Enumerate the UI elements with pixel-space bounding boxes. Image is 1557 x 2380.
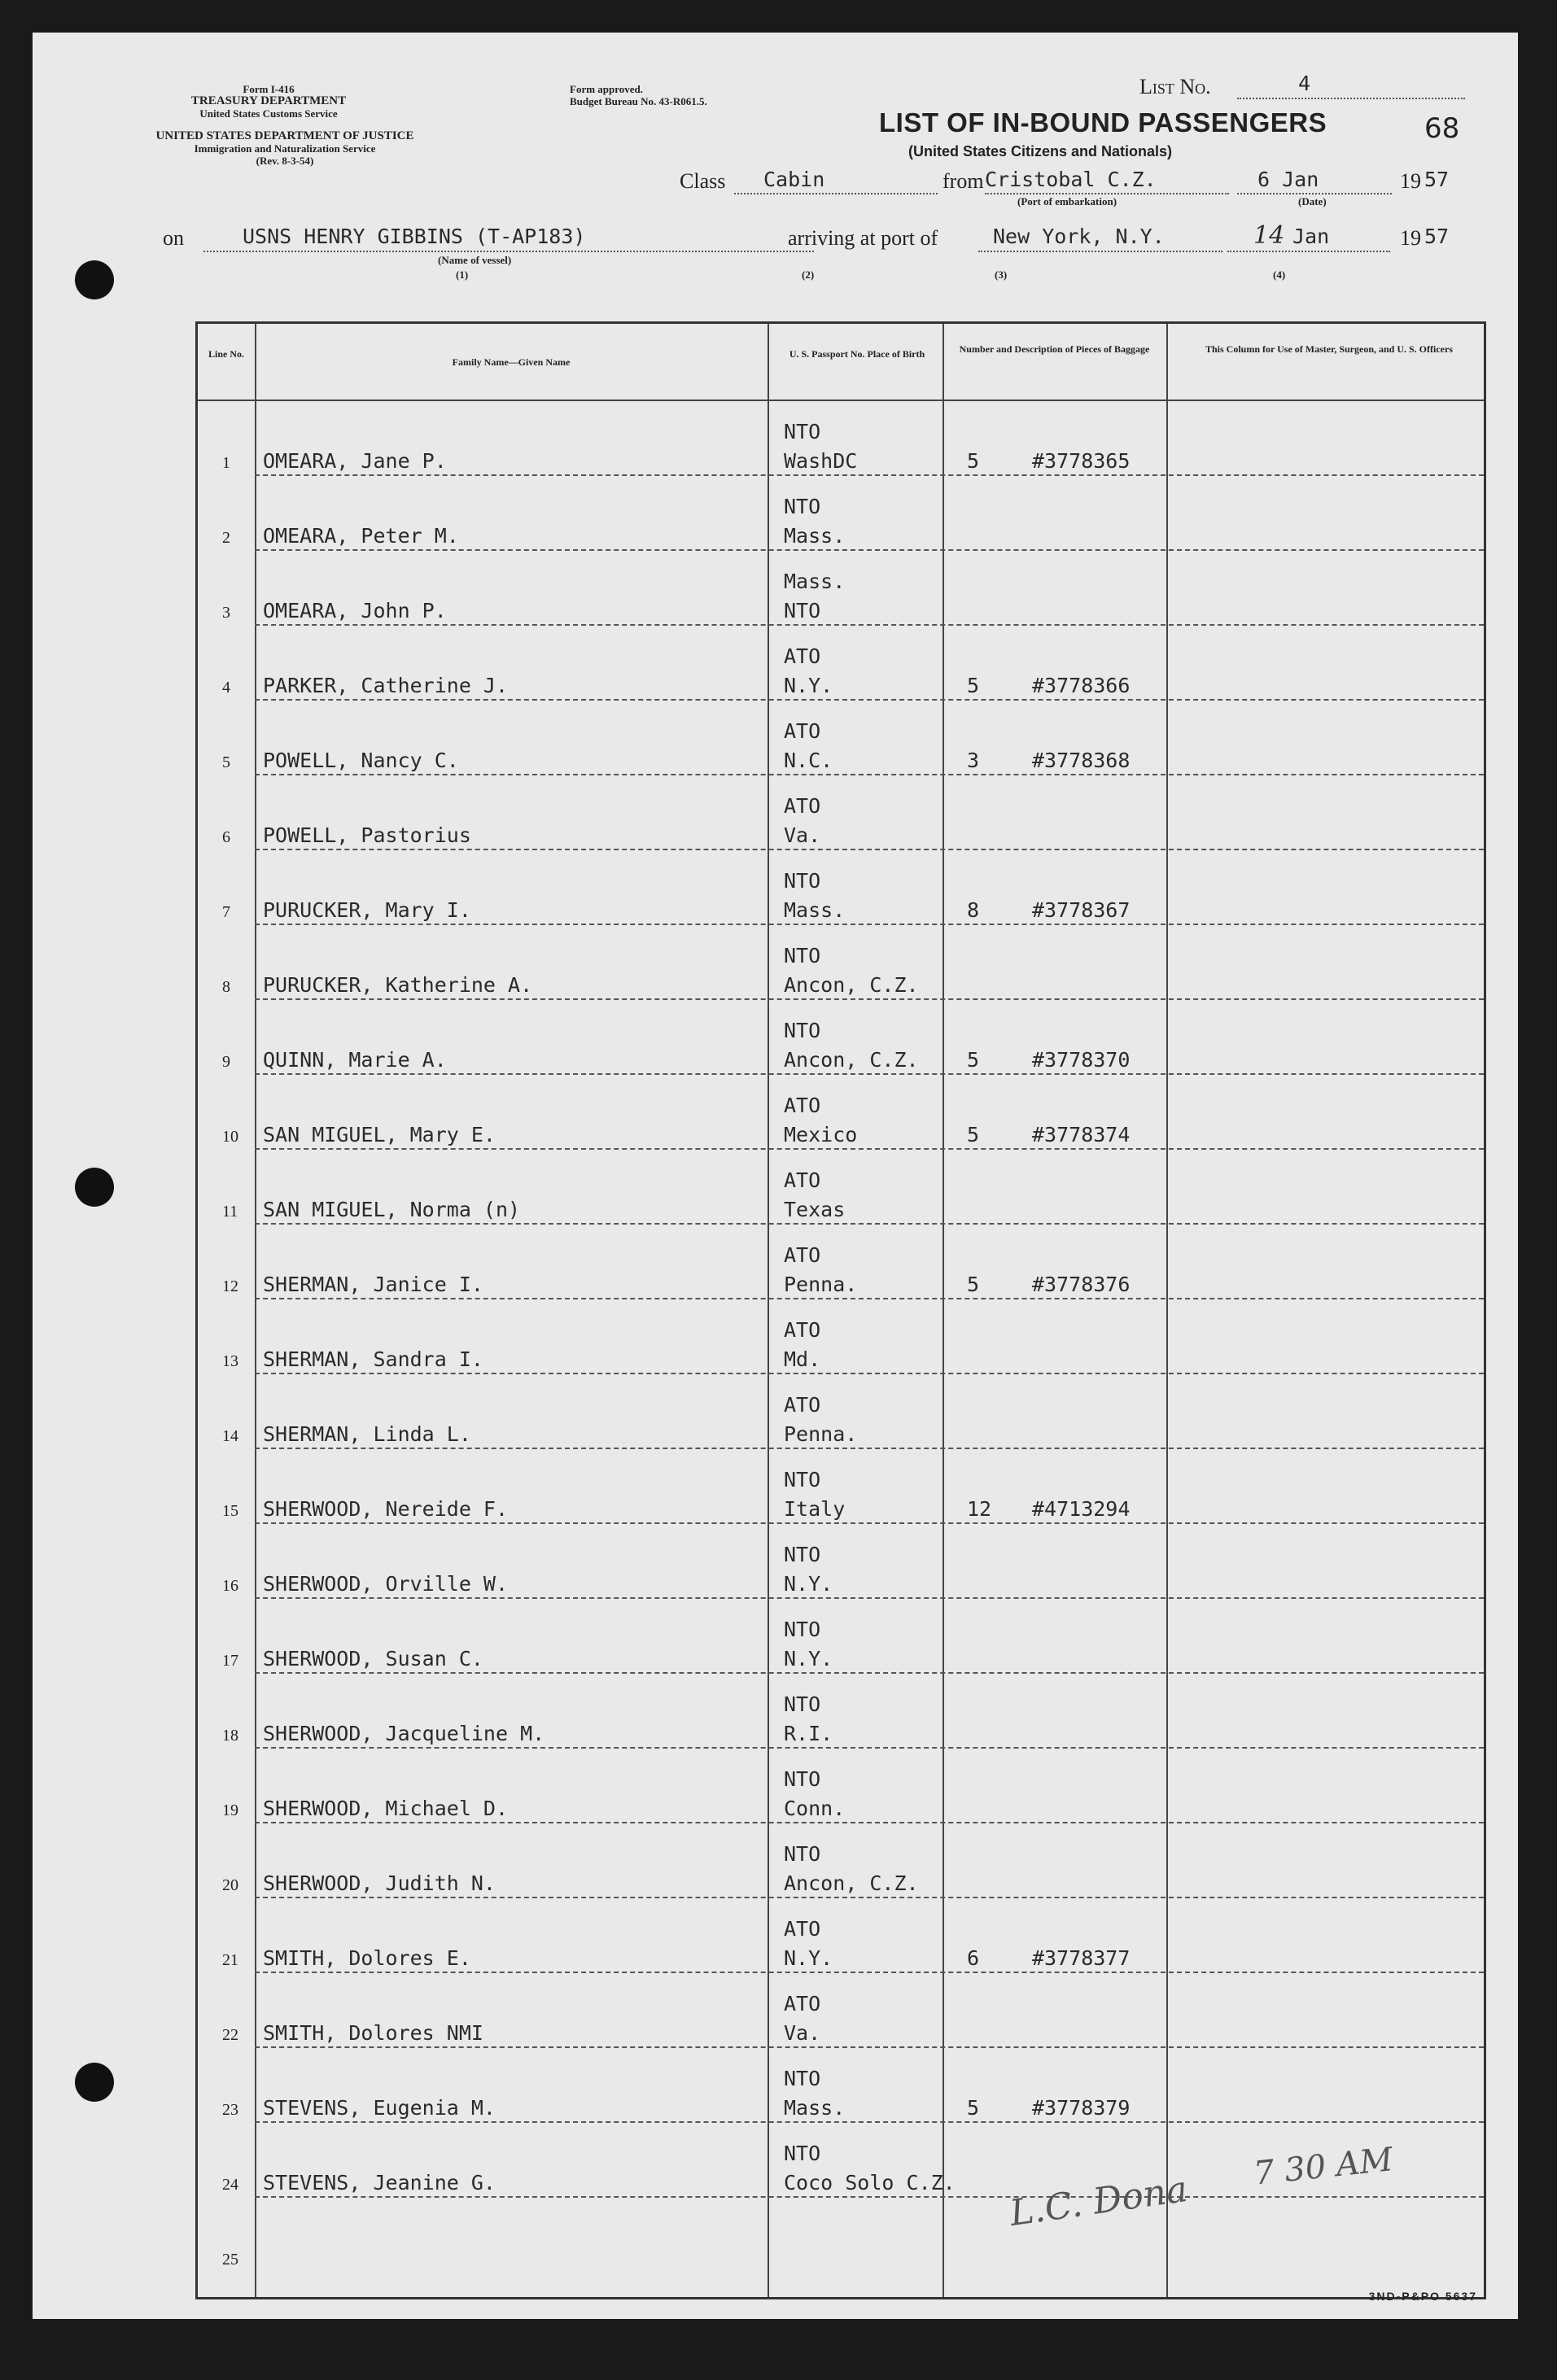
baggage-ticket: #3778367 bbox=[1032, 898, 1131, 922]
passenger-name: STEVENS, Jeanine G. bbox=[263, 2171, 496, 2194]
passport-status: ATO bbox=[784, 1393, 821, 1417]
table-row bbox=[198, 701, 1484, 775]
baggage-count: 5 bbox=[967, 2096, 980, 2120]
passport-status: ATO bbox=[784, 719, 821, 743]
passenger-name: PARKER, Catherine J. bbox=[263, 674, 509, 697]
table-row bbox=[198, 1075, 1484, 1150]
place-of-birth: N.Y. bbox=[784, 1572, 833, 1596]
baggage-ticket: #4713294 bbox=[1032, 1497, 1131, 1521]
passport-status: NTO bbox=[784, 869, 821, 893]
table-row bbox=[198, 775, 1484, 850]
place-of-birth: R.I. bbox=[784, 1722, 833, 1745]
place-of-birth: WashDC bbox=[784, 449, 858, 473]
line-number: 11 bbox=[222, 1203, 238, 1221]
line-number: 1 bbox=[222, 454, 230, 472]
line-number: 4 bbox=[222, 679, 230, 697]
table-row bbox=[198, 2048, 1484, 2123]
passport-status: NTO bbox=[784, 1767, 821, 1791]
passport-status: NTO bbox=[784, 2067, 821, 2090]
from-line bbox=[985, 193, 1229, 194]
list-no-value: 4 bbox=[1298, 72, 1311, 95]
table-row bbox=[198, 1150, 1484, 1225]
table-row bbox=[198, 401, 1484, 476]
place-of-birth: N.Y. bbox=[784, 1647, 833, 1670]
place-of-birth: Ancon, C.Z. bbox=[784, 973, 919, 997]
col-header-name: Family Name—Given Name bbox=[452, 356, 571, 368]
line-number: 13 bbox=[222, 1352, 238, 1370]
line-number: 14 bbox=[222, 1427, 238, 1445]
handwritten-signature: L.C. Dona bbox=[1007, 2168, 1191, 2235]
line-number: 15 bbox=[222, 1502, 238, 1520]
line-number: 8 bbox=[222, 978, 230, 996]
budget-bureau: Budget Bureau No. 43-R061.5. bbox=[570, 95, 707, 107]
passenger-name: PURUCKER, Katherine A. bbox=[263, 973, 533, 997]
baggage-count: 8 bbox=[967, 898, 980, 922]
place-of-birth: NTO bbox=[784, 599, 821, 622]
line-number: 23 bbox=[222, 2101, 238, 2119]
line-number: 2 bbox=[222, 529, 230, 547]
customs-service: United States Customs Service bbox=[199, 107, 338, 120]
passenger-name: SMITH, Dolores E. bbox=[263, 1946, 471, 1970]
baggage-ticket: #3778368 bbox=[1032, 749, 1131, 772]
year2-value: 57 bbox=[1424, 225, 1450, 248]
place-of-birth: Penna. bbox=[784, 1422, 858, 1446]
baggage-count: 5 bbox=[967, 449, 980, 473]
place-of-birth: Mexico bbox=[784, 1123, 858, 1146]
vessel-name: USNS HENRY GIBBINS (T-AP183) bbox=[243, 225, 586, 248]
date2-day: 14 bbox=[1253, 221, 1285, 250]
table-row bbox=[198, 1973, 1484, 2048]
line-number: 25 bbox=[222, 2251, 238, 2269]
line-number: 7 bbox=[222, 903, 230, 921]
form-sheet bbox=[33, 33, 1518, 2319]
baggage-ticket: #3778366 bbox=[1032, 674, 1131, 697]
col-header-line: Line No. bbox=[208, 348, 244, 360]
table-row bbox=[198, 1823, 1484, 1898]
from-label: from bbox=[943, 169, 984, 193]
table-row bbox=[198, 850, 1484, 925]
line-number: 5 bbox=[222, 753, 230, 771]
place-of-birth: Penna. bbox=[784, 1273, 858, 1296]
place-of-birth: N.C. bbox=[784, 749, 833, 772]
arriving-label: arriving at port of bbox=[788, 226, 938, 250]
class-value: Cabin bbox=[763, 168, 825, 191]
year2-prefix: 19 bbox=[1400, 226, 1421, 250]
table-row bbox=[198, 551, 1484, 626]
passport-status: NTO bbox=[784, 420, 821, 443]
passport-status: NTO bbox=[784, 1692, 821, 1716]
date1-line bbox=[1237, 193, 1392, 194]
passenger-name: SHERWOOD, Jacqueline M. bbox=[263, 1722, 545, 1745]
place-of-birth: Ancon, C.Z. bbox=[784, 1871, 919, 1895]
passport-status: ATO bbox=[784, 1318, 821, 1342]
footer-code: 3ND-P&PO 5637 bbox=[1368, 2290, 1477, 2303]
passenger-name: POWELL, Nancy C. bbox=[263, 749, 459, 772]
place-of-birth: N.Y. bbox=[784, 674, 833, 697]
date1-value: 6 Jan bbox=[1257, 168, 1319, 191]
passenger-name: OMEARA, John P. bbox=[263, 599, 447, 622]
table-row bbox=[198, 626, 1484, 701]
binder-hole bbox=[75, 1168, 114, 1207]
baggage-count: 6 bbox=[967, 1946, 980, 1970]
place-of-birth: Va. bbox=[784, 2021, 821, 2045]
passenger-name: SHERWOOD, Orville W. bbox=[263, 1572, 509, 1596]
line-number: 17 bbox=[222, 1652, 238, 1670]
dept-header bbox=[163, 83, 374, 120]
table-row bbox=[198, 1898, 1484, 1973]
col-header-passport: U. S. Passport No. Place of Birth bbox=[789, 348, 925, 360]
passport-status: ATO bbox=[784, 794, 821, 818]
passenger-name: OMEARA, Peter M. bbox=[263, 524, 459, 548]
passenger-name: SMITH, Dolores NMI bbox=[263, 2021, 483, 2045]
year1-prefix: 19 bbox=[1400, 169, 1421, 193]
place-of-birth: Ancon, C.Z. bbox=[784, 1048, 919, 1072]
revision: (Rev. 8-3-54) bbox=[256, 155, 314, 167]
date1-caption: (Date) bbox=[1298, 195, 1327, 207]
passport-status: Mass. bbox=[784, 570, 846, 593]
table-row bbox=[198, 1299, 1484, 1374]
passport-status: NTO bbox=[784, 1618, 821, 1641]
baggage-ticket: #3778379 bbox=[1032, 2096, 1131, 2120]
passenger-name: STEVENS, Eugenia M. bbox=[263, 2096, 496, 2120]
passenger-name: SHERMAN, Linda L. bbox=[263, 1422, 471, 1446]
passenger-name: SHERWOOD, Susan C. bbox=[263, 1647, 483, 1670]
from-value: Cristobal C.Z. bbox=[985, 168, 1157, 191]
line-number: 9 bbox=[222, 1053, 230, 1071]
date2-line bbox=[1227, 251, 1390, 252]
passport-status: ATO bbox=[784, 1094, 821, 1117]
form-number: Form I-416 bbox=[243, 83, 295, 95]
handwritten-time: 7 30 AM bbox=[1252, 2141, 1395, 2193]
passport-status: ATO bbox=[784, 1917, 821, 1941]
line-number: 10 bbox=[222, 1128, 238, 1146]
passport-status: ATO bbox=[784, 1243, 821, 1267]
place-of-birth: Coco Solo C.Z. bbox=[784, 2171, 956, 2194]
line-number: 21 bbox=[222, 1951, 238, 1969]
table-row bbox=[198, 925, 1484, 1000]
passenger-name: SHERMAN, Sandra I. bbox=[263, 1347, 483, 1371]
place-of-birth: Md. bbox=[784, 1347, 821, 1371]
line-number: 19 bbox=[222, 1801, 238, 1819]
col-caption-1: (1) bbox=[456, 269, 469, 281]
col-caption-2: (2) bbox=[802, 269, 815, 281]
line-number: 16 bbox=[222, 1577, 238, 1595]
approval-header bbox=[570, 83, 707, 107]
class-label: Class bbox=[680, 169, 726, 193]
passenger-table bbox=[195, 321, 1486, 2299]
line-number: 12 bbox=[222, 1277, 238, 1295]
justice-dept: UNITED STATES DEPARTMENT OF JUSTICE bbox=[155, 129, 414, 142]
passport-status: NTO bbox=[784, 1842, 821, 1866]
port-value: New York, N.Y. bbox=[993, 225, 1165, 248]
date2-month: Jan bbox=[1292, 225, 1330, 248]
table-row bbox=[198, 1749, 1484, 1823]
justice-header bbox=[155, 130, 415, 167]
passport-status: ATO bbox=[784, 1992, 821, 2015]
passport-status: NTO bbox=[784, 495, 821, 518]
passenger-name: SAN MIGUEL, Mary E. bbox=[263, 1123, 496, 1146]
class-line bbox=[734, 193, 938, 194]
table-row bbox=[198, 1599, 1484, 1674]
baggage-ticket: #3778374 bbox=[1032, 1123, 1131, 1146]
line-number: 24 bbox=[222, 2176, 238, 2194]
from-caption: (Port of embarkation) bbox=[1017, 195, 1117, 207]
table-row bbox=[198, 1374, 1484, 1449]
table-row bbox=[198, 1674, 1484, 1749]
line-number: 6 bbox=[222, 828, 230, 846]
passenger-name: PURUCKER, Mary I. bbox=[263, 898, 471, 922]
passenger-name: SHERMAN, Janice I. bbox=[263, 1273, 483, 1296]
baggage-count: 3 bbox=[967, 749, 980, 772]
col-caption-4: (4) bbox=[1273, 269, 1286, 281]
year1-value: 57 bbox=[1424, 168, 1450, 191]
baggage-count: 5 bbox=[967, 1048, 980, 1072]
passenger-name: POWELL, Pastorius bbox=[263, 823, 471, 847]
form-approved: Form approved. bbox=[570, 83, 644, 95]
line-number: 18 bbox=[222, 1727, 238, 1745]
passport-status: ATO bbox=[784, 1168, 821, 1192]
list-no-label: List No. bbox=[1139, 75, 1211, 98]
page-number: 68 bbox=[1424, 112, 1460, 145]
passenger-name: OMEARA, Jane P. bbox=[263, 449, 447, 473]
table-row bbox=[198, 1000, 1484, 1075]
passport-status: NTO bbox=[784, 2142, 821, 2165]
passenger-name: SHERWOOD, Nereide F. bbox=[263, 1497, 509, 1521]
vessel-caption: (Name of vessel) bbox=[438, 254, 512, 266]
place-of-birth: Texas bbox=[784, 1198, 846, 1221]
place-of-birth: Va. bbox=[784, 823, 821, 847]
baggage-count: 12 bbox=[967, 1497, 992, 1521]
col-caption-3: (3) bbox=[995, 269, 1008, 281]
table-row bbox=[198, 476, 1484, 551]
passenger-name: SHERWOOD, Michael D. bbox=[263, 1797, 509, 1820]
treasury-dept: TREASURY DEPARTMENT bbox=[190, 94, 347, 107]
baggage-ticket: #3778376 bbox=[1032, 1273, 1131, 1296]
baggage-ticket: #3778365 bbox=[1032, 449, 1131, 473]
table-row bbox=[198, 1225, 1484, 1299]
binder-hole bbox=[75, 260, 114, 299]
place-of-birth: N.Y. bbox=[784, 1946, 833, 1970]
baggage-count: 5 bbox=[967, 1123, 980, 1146]
line-number: 20 bbox=[222, 1876, 238, 1894]
place-of-birth: Mass. bbox=[784, 898, 846, 922]
place-of-birth: Conn. bbox=[784, 1797, 846, 1820]
place-of-birth: Mass. bbox=[784, 2096, 846, 2120]
table-row bbox=[198, 1449, 1484, 1524]
baggage-ticket: #3778370 bbox=[1032, 1048, 1131, 1072]
place-of-birth: Italy bbox=[784, 1497, 846, 1521]
col-header-officers: This Column for Use of Master, Surgeon, and U. S. Officers bbox=[1205, 343, 1453, 355]
table-row bbox=[198, 2198, 1484, 2273]
passport-status: NTO bbox=[784, 944, 821, 967]
baggage-count: 5 bbox=[967, 674, 980, 697]
passport-status: ATO bbox=[784, 644, 821, 668]
page-title: LIST OF IN-BOUND PASSENGERS bbox=[879, 107, 1327, 138]
col-header-baggage: Number and Description of Pieces of Baggage bbox=[959, 343, 1150, 355]
page-subtitle: (United States Citizens and Nationals) bbox=[908, 143, 1173, 159]
binder-hole bbox=[75, 2063, 114, 2102]
passenger-name: QUINN, Marie A. bbox=[263, 1048, 447, 1072]
list-no-line bbox=[1237, 98, 1465, 99]
passenger-name: SHERWOOD, Judith N. bbox=[263, 1871, 496, 1895]
passenger-name: SAN MIGUEL, Norma (n) bbox=[263, 1198, 521, 1221]
line-number: 3 bbox=[222, 604, 230, 622]
ins-service: Immigration and Naturalization Service bbox=[194, 142, 376, 155]
vessel-line bbox=[203, 251, 814, 252]
line-number: 22 bbox=[222, 2026, 238, 2044]
port-line bbox=[978, 251, 1222, 252]
on-label: on bbox=[163, 226, 184, 250]
table-row bbox=[198, 1524, 1484, 1599]
baggage-count: 5 bbox=[967, 1273, 980, 1296]
place-of-birth: Mass. bbox=[784, 524, 846, 548]
passport-status: NTO bbox=[784, 1468, 821, 1491]
passport-status: NTO bbox=[784, 1543, 821, 1566]
passport-status: NTO bbox=[784, 1019, 821, 1042]
baggage-ticket: #3778377 bbox=[1032, 1946, 1131, 1970]
